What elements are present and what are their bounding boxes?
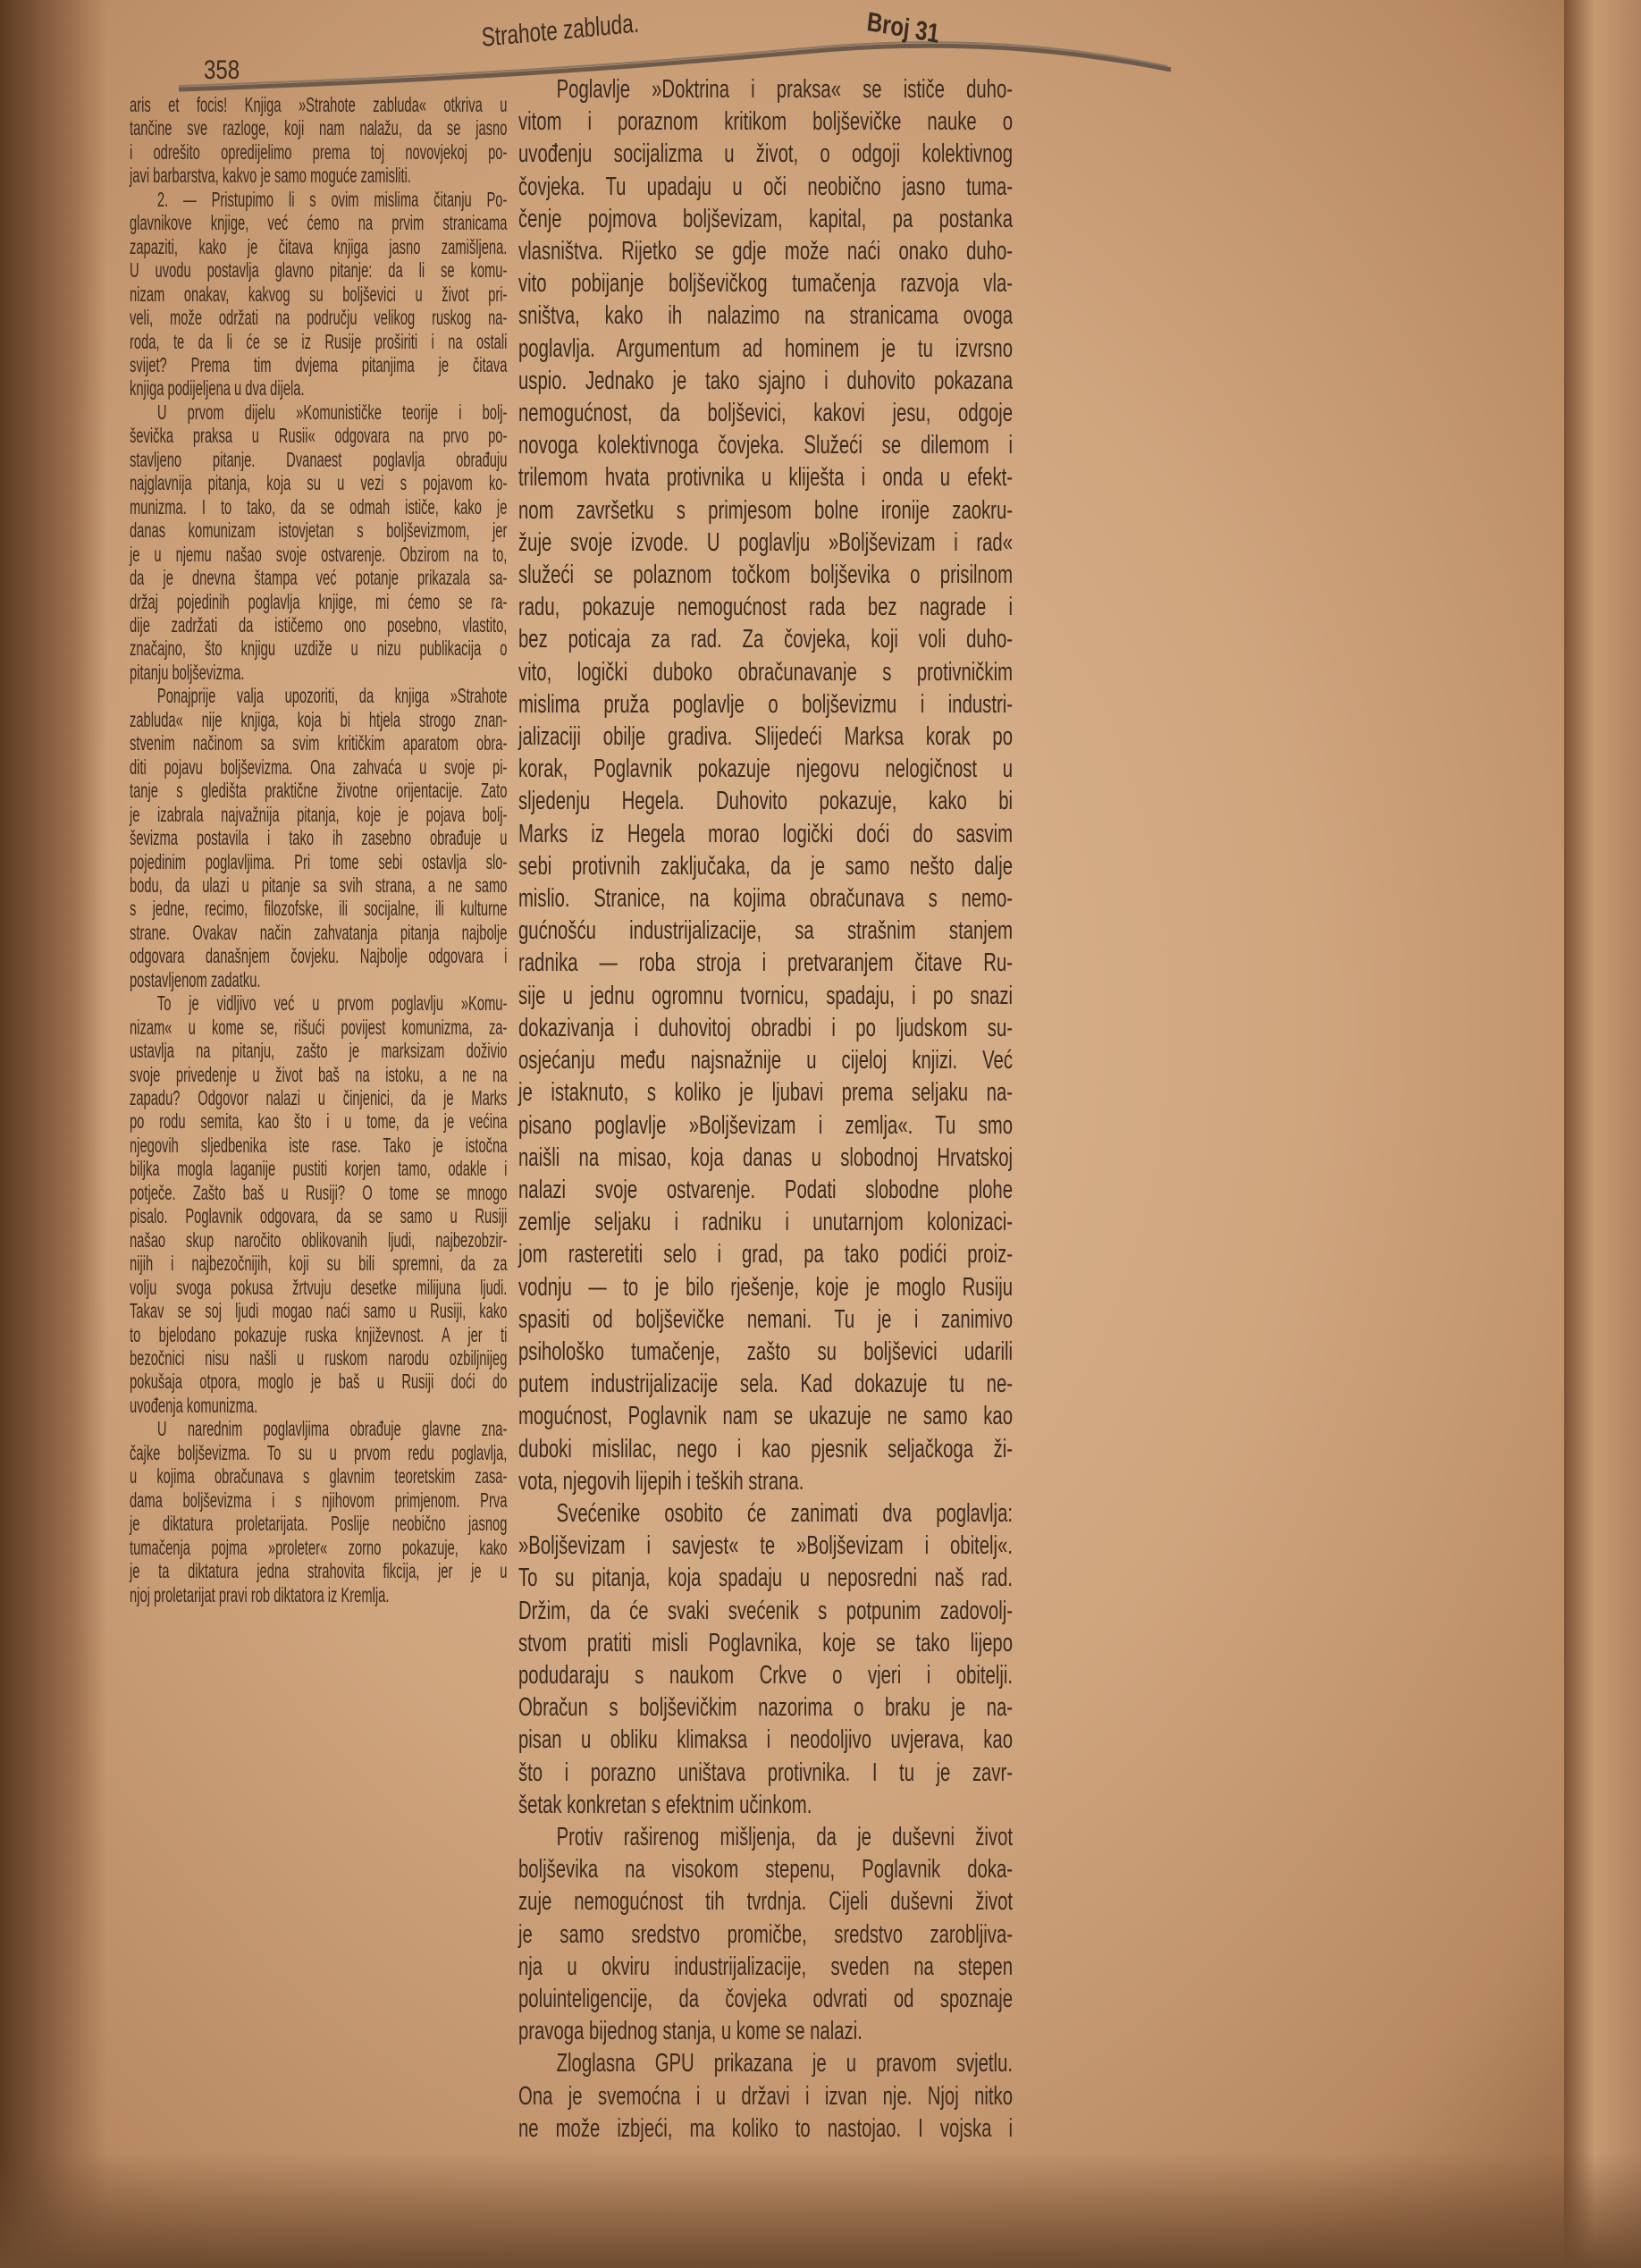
text-line: psihološko tumačenje, zašto su boljševici udarili [518, 1336, 1013, 1366]
text-line: nemogućnost, da boljševici, kakovi jesu, odgoje [518, 399, 1013, 428]
text-line: U uvodu postavlja glavno pitanje: da li se komu- [130, 258, 508, 282]
text-line: osjećanju među najsnažnije u cijeloj knjizi. Već [518, 1046, 1013, 1075]
text-line: našao skup naročito oblikovanih ljudi, najbezobzir- [130, 1227, 508, 1252]
text-line: Obračun s boljševičkim nazorima o braku je na- [518, 1693, 1013, 1723]
text-line: gućnošću industrijalizacije, sa strašnim stanjem [518, 916, 1013, 946]
text-line: što i porazno uništava protivnika. I tu je zavr- [518, 1758, 1013, 1787]
text-line: U prvom dijelu »Komunističke teorije i bolj- [156, 400, 508, 424]
text-line: vito pobijanje boljševičkog tumačenja razvoja vla- [518, 269, 1013, 299]
text-line: glavnikove knjige, već ćemo na prvim stranicama [130, 211, 508, 235]
text-line: nizam« u kome se, rišući povijest komunizma, za- [130, 1015, 508, 1039]
text-line: boljševika na visokom stepenu, Poglavnik doka- [518, 1855, 1013, 1884]
text-line: Zloglasna GPU prikazana je u pravom svjetlu. [556, 2049, 1013, 2078]
text-line: postavljenom zadatku. [130, 967, 261, 991]
text-line: uspio. Jednako je tako sjajno i duhovito pokazana [518, 366, 1013, 395]
text-line: bez poticaja za rad. Za čovjeka, koji voli duho- [518, 625, 1013, 654]
text-line: radu, pokazuje nemogućnost rada bez nagrade i [518, 593, 1013, 622]
text-line: mislio. Stranice, na kojima obračunava s nemo- [518, 884, 1013, 914]
text-line: potječe. Zašto baš u Rusiji? O tome se mnogo [130, 1180, 508, 1204]
text-line: putem industrijalizacije sela. Kad dokazuje tu ne- [518, 1370, 1013, 1399]
text-line: da je dnevna štampa već potanje prikazala sa- [130, 566, 508, 590]
text-line: pitanju boljševizma. [130, 660, 245, 684]
text-line: novoga kolektivnoga čovjeka. Služeći se dilemom i [518, 431, 1013, 460]
text-line: je istaknuto, s koliko je ljubavi prema seljaku na- [518, 1078, 1013, 1108]
text-line: pisan u obliku klimaksa i neodoljivo uvjerava, kao [518, 1725, 1013, 1755]
text-line: i odrešito opredijelimo prema toj novovjekoj po- [130, 139, 508, 164]
text-line: žuje svoje izvode. U poglavlju »Boljševizam i rad« [518, 527, 1013, 557]
text-line: sebi protivnih zaključaka, da je samo nešto dalje [518, 851, 1013, 881]
text-line: Protiv raširenog mišljenja, da je duševni život [556, 1822, 1013, 1851]
text-line: jalizaciji obilje gradiva. Slijedeći Marksa korak po [518, 722, 1013, 752]
text-line: čenje pojmova boljševizam, kapital, pa postanka [518, 204, 1013, 233]
text-line: nom završetku s primjesom bolne ironije zaokru- [518, 495, 1013, 525]
text-line: ševizma postavila i tako ih zasebno obrađuje u [130, 826, 508, 850]
text-line: pisano poglavlje »Boljševizam i zemlja«. Tu smo [518, 1110, 1013, 1140]
text-line: munizma. I to tako, da se odmah ističe, kako je [130, 494, 508, 519]
text-line: To je vidljivo već u prvom poglavlju »Komu- [156, 991, 508, 1016]
page-number: 358 [204, 55, 240, 85]
text-line: odgovara današnjem čovjeku. Najbolje odgovara i [130, 944, 508, 968]
text-line: zapadu? Odgovor nalazi u činjenici, da je Marks [130, 1086, 508, 1110]
text-line: s jedne, recimo, filozofske, ili socijalne, ili kulturne [130, 897, 508, 921]
text-line: nijih i najbezočnijih, koji su bili spremni, da za [130, 1252, 508, 1276]
text-line: je izabrala najvažnija pitanja, koje je pojava bolj- [130, 802, 508, 826]
text-line: danas komunizam istovjetan s boljševizmom, jer [130, 519, 508, 543]
text-line: po rodu semita, kao što i u tome, da je većina [130, 1109, 508, 1134]
text-line: duboki mislilac, nego i kao pjesnik seljačkoga ži- [518, 1434, 1013, 1463]
text-line: strane. Ovakav način zahvatanja pitanja najbolje [130, 920, 508, 944]
adjacent-page-edge [1564, 0, 1641, 2268]
text-line: sljedenju Hegela. Duhovito pokazuje, kako bi [518, 787, 1013, 816]
text-line: tanje s gledišta praktične životne orijentacije. Zato [130, 779, 508, 803]
text-line: knjiga podijeljena u dva dijela. [130, 376, 305, 400]
text-line: stavljeno pitanje. Dvanaest poglavlja obrađuju [130, 447, 508, 471]
text-line: veli, može održati na području velikog ruskog na- [130, 306, 508, 330]
text-column-right [518, 73, 1013, 2145]
paragraph [130, 684, 507, 991]
text-line: pojedinim poglavljima. Pri tome sebi ostavlja slo- [130, 849, 508, 873]
text-line: 2. — Pristupimo li s ovim mislima čitanju Po- [156, 187, 508, 211]
text-line: Takav se soj ljudi mogao naći samo u Rusiji, kako [130, 1299, 508, 1323]
text-line: najglavnija pitanja, koja su u vezi s pojavom ko- [130, 471, 508, 495]
text-line: bodu, da ulazi u pitanje sa svih strana, a ne samo [130, 873, 508, 897]
text-line: vitom i poraznom kritikom boljševičke nauke o [518, 107, 1013, 137]
text-line: vlasništva. Rijetko se gdje može naći onako duho- [518, 237, 1013, 266]
text-line: dokazivanja i duhovitoj obradbi i po ljudskom su- [518, 1013, 1013, 1042]
text-line: značajno, što knjigu uzdiže u nizu publikacija o [130, 637, 508, 661]
running-title: Strahote zabluda. [481, 8, 640, 53]
text-line: Marks iz Hegela morao logički doći do sasvim [518, 819, 1013, 848]
paragraph [130, 400, 507, 684]
text-line: korak, Poglavnik pokazuje njegovu nelogičnost u [518, 755, 1013, 784]
text-line: zemlje seljaku i radniku i unutarnjom kolonizaci- [518, 1208, 1013, 1237]
text-line: svijet? Prema tim dvjema pitanjima je čitava [130, 352, 508, 376]
text-line: spasiti od boljševičke nemani. Tu je i zanimivo [518, 1304, 1013, 1334]
text-line: mogućnost, Poglavnik nam se ukazuje ne samo kao [518, 1402, 1013, 1431]
text-line: Ponajprije valja upozoriti, da knjiga »Strahote [156, 684, 508, 708]
text-line: stvom pratiti misli Poglavnika, koje se tako lijepo [518, 1628, 1013, 1657]
text-line: šetak konkretan s efektnim učinkom. [518, 1790, 812, 1819]
text-line: Držim, da će svaki svećenik s potpunim zadovolj- [518, 1596, 1013, 1625]
text-line: jom rasteretiti selo i grad, pa tako podići proiz- [518, 1240, 1013, 1269]
text-line: zapaziti, kako je čitava knjiga jasno zamišljena. [130, 234, 508, 258]
issue-number: Broj 31 [865, 7, 941, 49]
text-line: ševička praksa u Rusii« odgovara na prvo po- [130, 424, 508, 448]
text-line: naišli na misao, koja danas u slobodnoj Hrvatskoj [518, 1142, 1013, 1172]
paragraph [130, 991, 507, 1417]
text-line: pisalo. Poglavnik odgovara, da se samo u Rusiji [130, 1204, 508, 1228]
text-line: njegovih sljedbenika iste rase. Tako je istočna [130, 1133, 508, 1157]
text-line: je samo sredstvo promičbe, sredstvo zarobljiva- [518, 1919, 1013, 1949]
text-line: uvođenju socijalizma u život, o odgoji kolektivnog [518, 139, 1013, 169]
text-line: Svećenike osobito će zanimati dva poglavlja: [556, 1498, 1013, 1528]
text-line: sije u jednu ogromnu tvornicu, spadaju, i po snazi [518, 981, 1013, 1010]
text-line: volju svoga pokusa žrtvuju desetke milijuna ljudi. [130, 1275, 508, 1299]
text-line: aris et focis! Knjiga »Strahote zabluda« otkriva u [130, 93, 508, 116]
text-line: mislima pruža poglavlje o boljševizmu i industri- [518, 689, 1013, 719]
text-line: ustavlja na pitanju, zašto je marksizam doživio [130, 1039, 508, 1063]
text-line: Poglavlje »Doktrina i praksa« se ističe duho- [556, 75, 1013, 104]
text-line: dije zadržati da ističemo ono posebno, vlastito, [130, 612, 508, 637]
page-shadow-bottom [0, 2152, 1641, 2268]
text-line: javi barbarstva, kakvo je samo moguće zamisliti. [130, 164, 411, 188]
text-line: zabluda« nije knjiga, koja bi htjela strogo znan- [130, 707, 508, 731]
text-line: vodnju — to je bilo rješenje, koje je moglo Rusiju [518, 1272, 1013, 1302]
text-line: biljka mogla laganije pustiti korjen tamo, odakle i [130, 1157, 508, 1181]
page-shadow-left [0, 0, 107, 2268]
text-line: vito, logički duboko obračunavanje s protivničkim [518, 657, 1013, 687]
text-line: poglavlja. Argumentum ad hominem je tu izvrsno [518, 333, 1013, 363]
text-line: vota, njegovih lijepih i teških strana. [518, 1466, 804, 1496]
text-line: je diktatura proletarijata. Poslije neobično jasnog [130, 1512, 508, 1536]
text-line: U narednim poglavljima obrađuje glavne zna- [156, 1417, 508, 1441]
text-line: dama boljševizma i s njihovom primjenom. Prva [130, 1488, 508, 1512]
text-line: pokušaja otpora, moglo je baš u Rusiji doći do [130, 1370, 508, 1394]
paragraph [518, 2047, 1013, 2145]
text-line: držaj pojedinih poglavlja knjige, mi ćemo se ra- [130, 589, 508, 613]
paragraph [518, 1821, 1013, 2047]
paragraph [130, 1417, 507, 1606]
text-line: uvođenja komunizma. [130, 1393, 258, 1417]
text-line: trilemom hvata protivnika u kliješta i onda u efekt- [518, 463, 1013, 493]
text-line: svoje privedenje u život baš na istoku, a ne na [130, 1062, 508, 1086]
text-line: stvenim načinom sa svim kritičkim aparatom obra- [130, 731, 508, 755]
text-line: radnika — roba stroja i pretvaranjem čitave Ru- [518, 949, 1013, 978]
text-line: njoj proletarijat pravi rob diktatora iz Kremlja. [130, 1582, 390, 1606]
text-line: tančine sve razloge, koji nam nalažu, da se jasno [130, 116, 508, 140]
text-line: diti pojavu boljševizma. Ona zahvaća u svoje pi- [130, 755, 508, 779]
text-line: sništva, kako ih nalazimo na stranicama ovoga [518, 301, 1013, 331]
text-line: nalazi svoje ostvarenje. Podati slobodne plohe [518, 1175, 1013, 1204]
paragraph [130, 188, 507, 400]
text-line: roda, te da li će se iz Rusije proširiti i na ostali [130, 329, 508, 353]
paragraph [518, 73, 1013, 1497]
text-line: podudaraju s naukom Crkve o vjeri i obitelji. [518, 1660, 1013, 1690]
text-column-left [130, 93, 507, 1606]
text-line: tumačenja pojma »proleter« zorno pokazuje, kako [130, 1535, 508, 1559]
text-line: pravoga bijednog stanja, u kome se nalazi. [518, 2017, 863, 2046]
text-line: nja u okviru industrijalizacije, sveden na stepen [518, 1952, 1013, 1981]
text-line: To su pitanja, koja spadaju u neposredni naš rad. [518, 1564, 1013, 1593]
text-line: je u njemu našao svoje ostvarenje. Obzirom na to, [130, 542, 508, 566]
text-line: zuje nemogućnost tih tvrdnja. Cijeli duševni život [518, 1887, 1013, 1917]
text-line: bezočnici nisu našli u ruskom narodu ozbiljnijeg [130, 1346, 508, 1370]
text-line: poluinteligencije, da čovjeka odvrati od spoznaje [518, 1984, 1013, 2013]
text-line: čovjeka. Tu upadaju u oči neobično jasno tuma- [518, 172, 1013, 201]
text-line: čajke boljševizma. To su u prvom redu poglavlja, [130, 1440, 508, 1464]
text-line: u kojima obračunava s glavnim teoretskim zasa- [130, 1464, 508, 1488]
text-line: služeći se polaznom točkom boljševika o prisilnom [518, 561, 1013, 590]
text-line: to bjelodano pokazuje ruska književnost. A jer ti [130, 1322, 508, 1346]
text-line: je ta diktatura jedna strahovita fikcija, jer je u [130, 1559, 508, 1583]
paragraph [518, 1497, 1013, 1821]
text-line: »Boljševizam i savjest« te »Boljševizam i obitelj«. [518, 1531, 1013, 1561]
paragraph [130, 93, 507, 188]
text-line: nizam onakav, kakvog su boljševici u život pri- [130, 282, 508, 306]
text-line: ne može izbjeći, ma koliko to nastojao. I vojska i [518, 2113, 1013, 2143]
text-line: Ona je svemoćna i u državi i izvan nje. Njoj nitko [518, 2081, 1013, 2111]
